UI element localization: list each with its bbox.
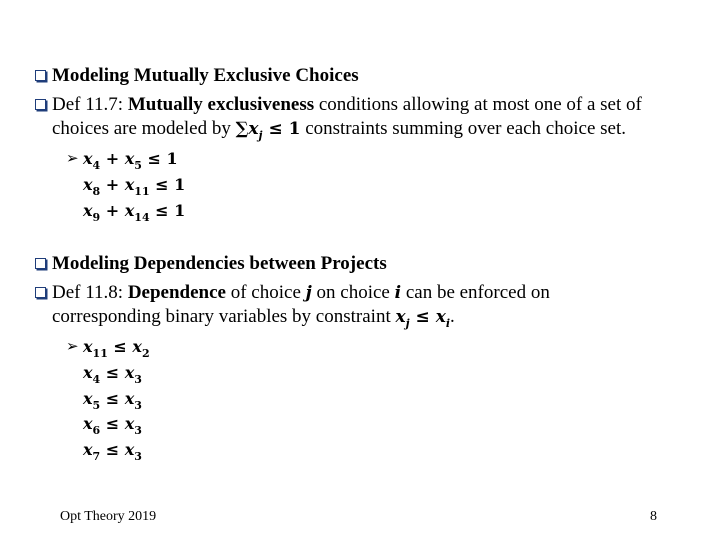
math-subscript: i xyxy=(445,317,451,330)
section-heading-exclusive: Modeling Mutually Exclusive Choices xyxy=(52,65,359,86)
square-bullet-icon xyxy=(35,70,46,81)
constraint-equation: $x_8 + x_{11} \le 1$ xyxy=(83,175,186,198)
math-var: x xyxy=(248,119,259,139)
definition-11-8-line-1 xyxy=(52,282,550,304)
math-var: i xyxy=(394,283,402,303)
dependency-equation: $x_6 \le x_3$ xyxy=(83,414,142,437)
definition-label: Def 11.7: xyxy=(52,94,128,115)
definition-11-7-line-2 xyxy=(52,118,626,147)
dependency-equation: $x_7 \le x_3$ xyxy=(83,440,142,463)
square-bullet-icon xyxy=(35,258,46,269)
math-var: x xyxy=(395,307,406,327)
definition-11-7-line-1 xyxy=(52,94,642,116)
footer-course-title: Opt Theory 2019 xyxy=(60,509,157,524)
definition-11-8-line-2 xyxy=(52,306,455,335)
arrow-bullet-icon: ➢ xyxy=(66,151,79,167)
definition-text: of choice xyxy=(225,282,306,303)
definition-text: on choice xyxy=(311,282,395,303)
dependency-equation: $x_{11} \le x_2$ xyxy=(83,337,150,360)
definition-label: Def 11.8: xyxy=(52,282,128,303)
definition-term: Dependence xyxy=(127,282,226,303)
dependency-equation: $x_5 \le x_3$ xyxy=(83,389,142,412)
dependency-equation: $x_4 \le x_3$ xyxy=(83,363,142,386)
definition-text: conditions allowing at most one of a set of xyxy=(314,94,642,115)
square-bullet-icon xyxy=(35,287,46,298)
sum-symbol: ∑ xyxy=(235,119,249,139)
definition-text: constraints summing over each choice set. xyxy=(300,118,626,139)
constraint-equation: $x_9 + x_{14} \le 1$ xyxy=(83,201,186,224)
definition-text: corresponding binary variables by constraint xyxy=(52,306,396,327)
math-leq: ≤ xyxy=(409,307,436,327)
definition-term: Mutually exclusiveness xyxy=(127,94,315,115)
definition-text: . xyxy=(450,306,455,327)
arrow-bullet-icon: ➢ xyxy=(66,339,79,355)
page-number: 8 xyxy=(650,509,657,524)
math-leq-one: ≤ 1 xyxy=(262,119,301,139)
math-subscript: j xyxy=(405,317,410,330)
square-bullet-icon xyxy=(35,99,46,110)
section-heading-dependencies: Modeling Dependencies between Projects xyxy=(52,253,387,274)
math-subscript: j xyxy=(258,129,263,142)
definition-text: choices are modeled by xyxy=(52,118,236,139)
definition-text: can be enforced on xyxy=(401,282,550,303)
constraint-equation: $x_4 + x_5 \le 1$ xyxy=(83,149,178,172)
math-var: x xyxy=(435,307,446,327)
math-var: j xyxy=(305,283,312,303)
